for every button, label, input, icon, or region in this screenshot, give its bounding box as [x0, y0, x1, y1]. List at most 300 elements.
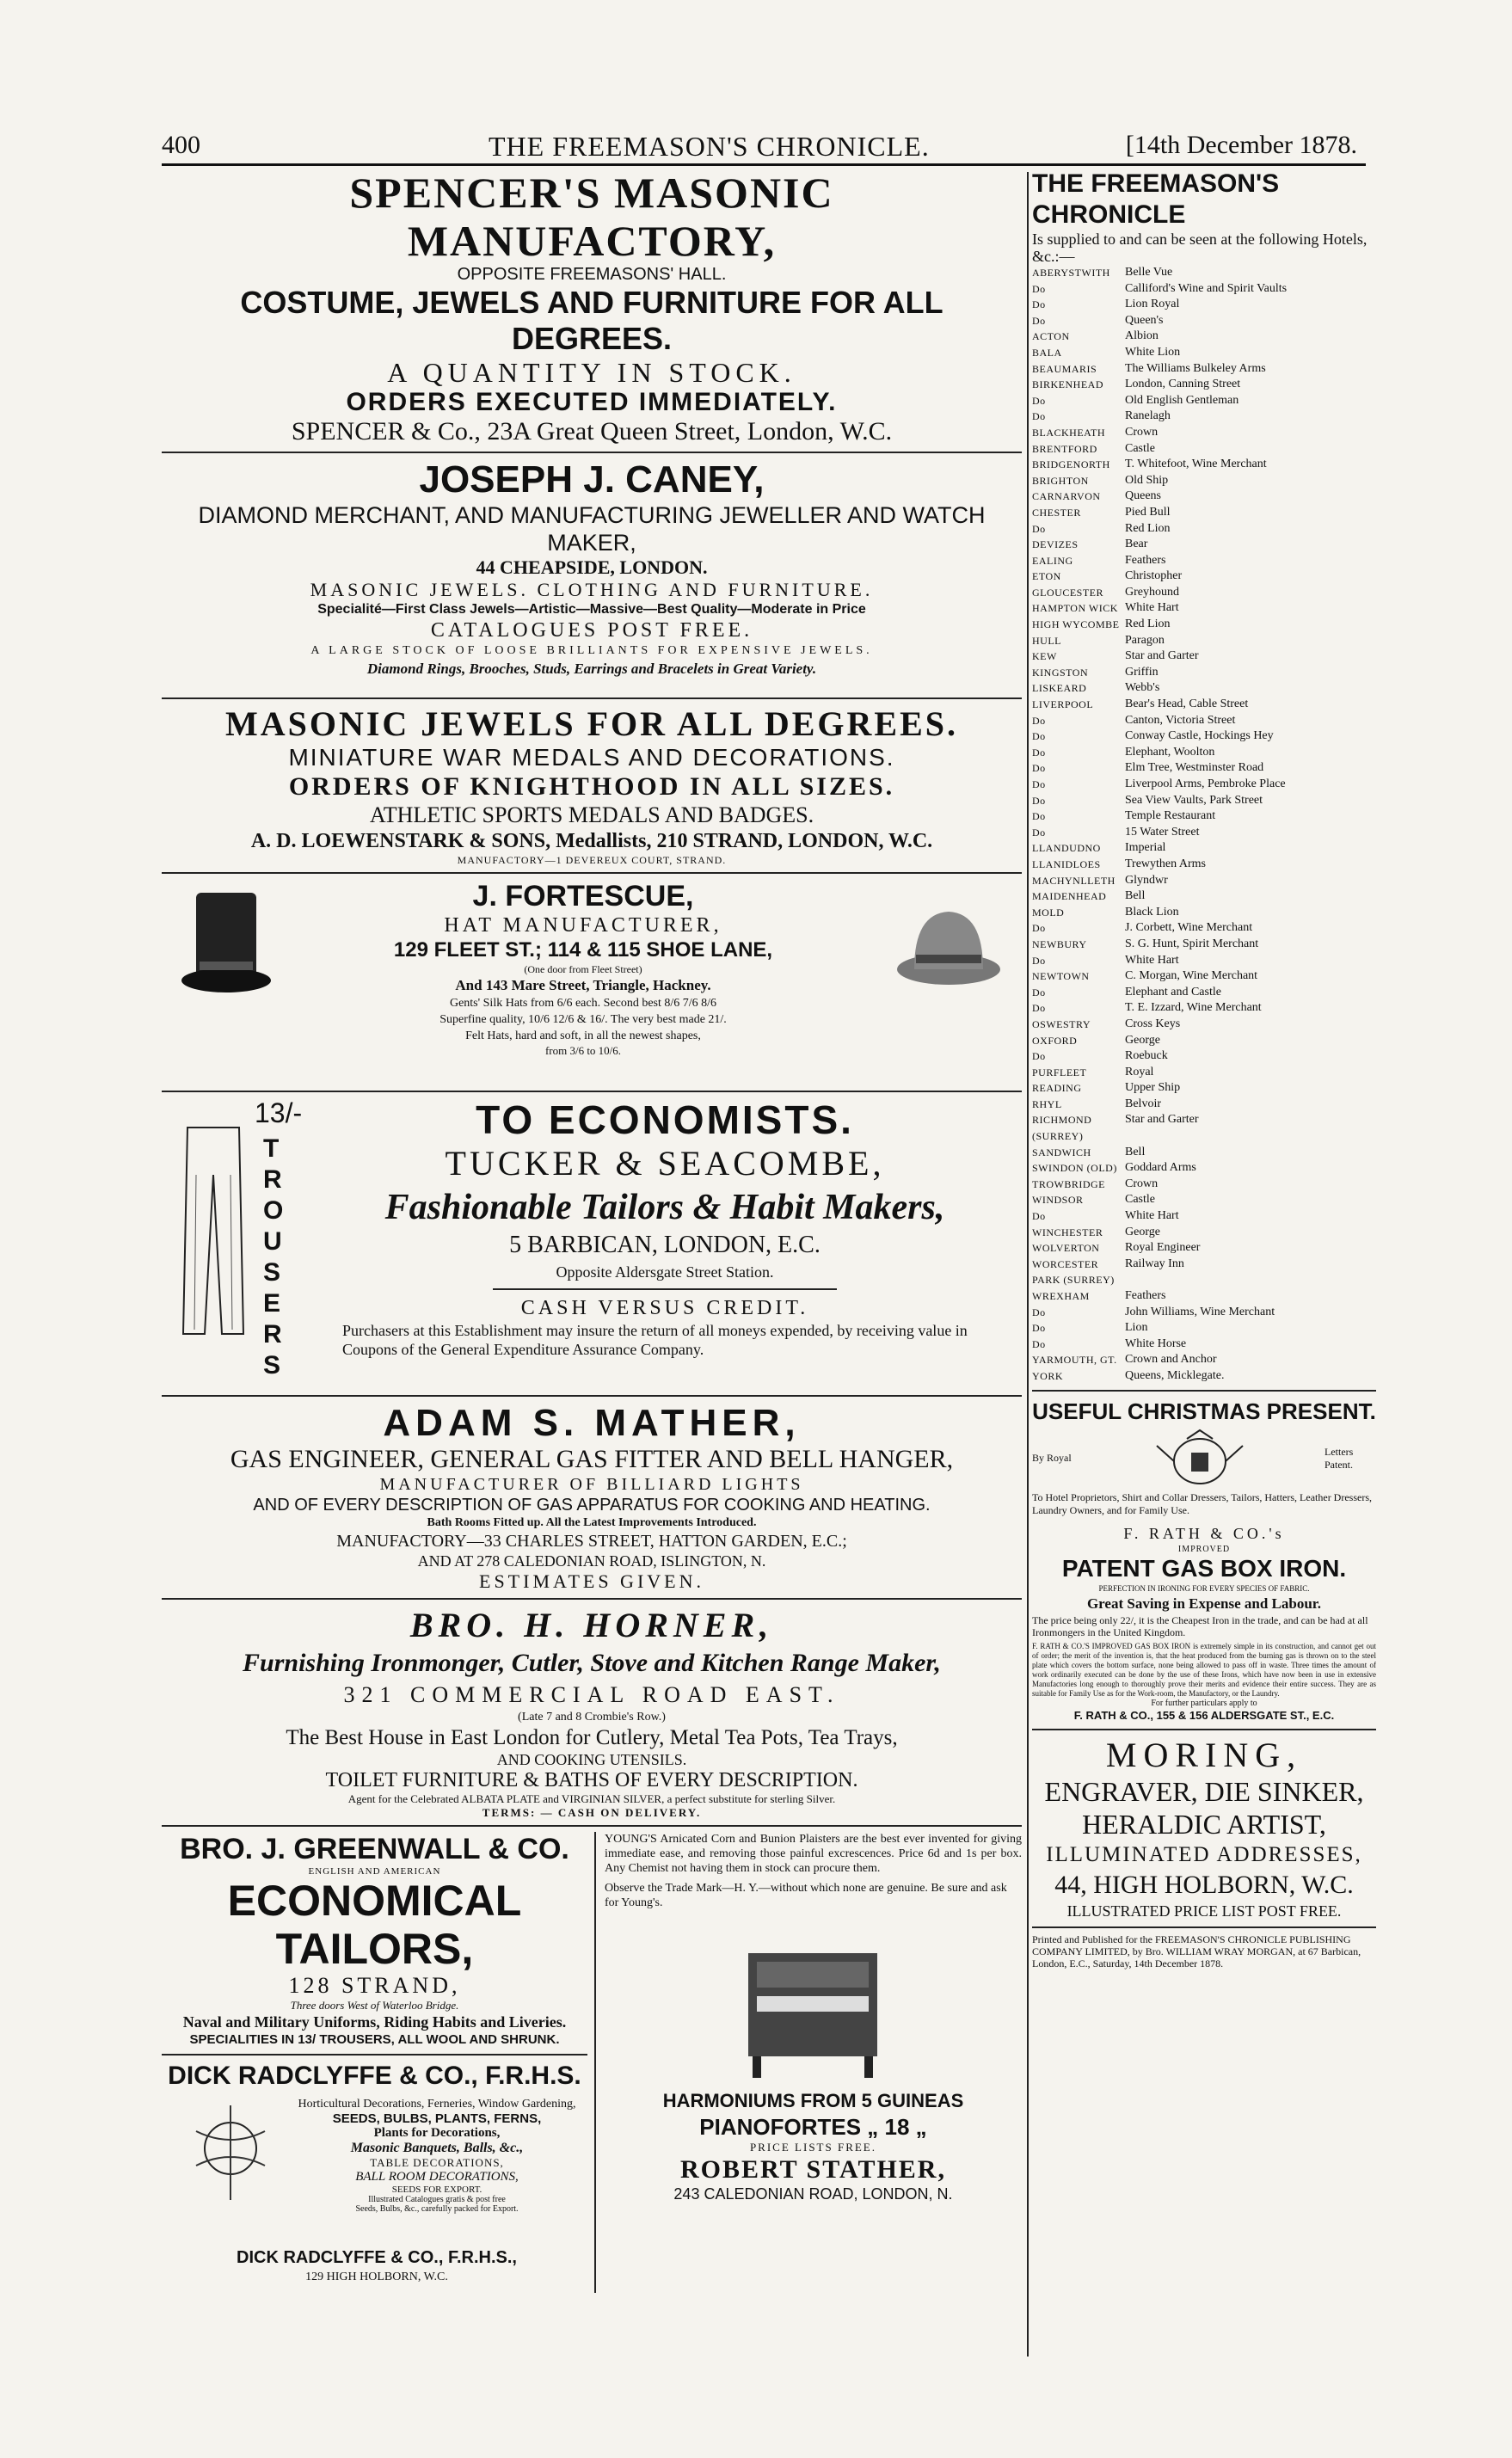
agent-row [1032, 1352, 1376, 1368]
agent-hotel: Royal [1125, 1065, 1154, 1078]
agents-list [1032, 265, 1376, 1385]
agent-town: PURFLEET [1032, 1066, 1087, 1078]
agent-hotel: Black Lion [1125, 905, 1179, 919]
radclyffe-line9: Seeds, Bulbs, &c., carefully packed for Export. [355, 2204, 519, 2214]
agent-hotel: J. Corbett, Wine Merchant [1125, 921, 1253, 935]
loewenstark-line2: ORDERS OF KNIGHTHOOD IN ALL SIZES. [288, 772, 895, 801]
agent-hotel: Castle [1125, 1193, 1155, 1207]
radclyffe-line6: BALL ROOM DECORATIONS, [355, 2170, 519, 2184]
agent-row [1032, 441, 1376, 458]
divider [162, 1598, 1022, 1600]
agent-hotel: Elephant and Castle [1125, 985, 1221, 999]
spencer-sub: OPPOSITE FREEMASONS' HALL. [457, 265, 727, 284]
agent-row [1032, 409, 1376, 425]
caney-line5: CATALOGUES POST FREE. [430, 619, 753, 642]
letter: E [263, 1289, 281, 1318]
mather-line3: AND OF EVERY DESCRIPTION OF GAS APPARATUS FOR COOKING AND HEATING. [253, 1496, 931, 1515]
radclyffe-line2: SEEDS, BULBS, PLANTS, FERNS, [332, 2111, 542, 2126]
agent-row [1032, 760, 1376, 777]
greenwall-big: ECONOMICAL TAILORS, [227, 1877, 522, 1973]
agent-town: ABERYSTWITH [1032, 267, 1110, 279]
agent-town: MOLD [1032, 906, 1065, 919]
loewenstark-title: MASONIC JEWELS FOR ALL DEGREES. [224, 704, 959, 743]
stather-line2: PIANOFORTES „ 18 „ [699, 2114, 927, 2140]
agent-town: NEWTOWN [1032, 970, 1090, 983]
radclyffe-line11: 129 HIGH HOLBORN, W.C. [305, 2271, 448, 2283]
caney-line1: DIAMOND MERCHANT, AND MANUFACTURING JEWELLER AND WATCH MAKER, [198, 502, 986, 556]
agent-town: Do [1032, 794, 1046, 807]
horner-ad [162, 1605, 1022, 1820]
agent-town: Do [1032, 1210, 1046, 1223]
youngs-text: YOUNG'S Arnicated Corn and Bunion Plaisters are the best ever invented for giving immediate ease, and removing those painful excrescences. Price 6d and 1s per box. Any Chemist not having them in stock can procure them. [604, 1833, 1022, 1875]
tucker-name: TUCKER & SEACOMBE, [445, 1144, 885, 1183]
agent-row [1032, 968, 1376, 985]
tucker-trade: Fashionable Tailors & Habit Makers, [384, 1188, 945, 1227]
agent-hotel: Calliford's Wine and Spirit Vaults [1125, 281, 1288, 295]
rath-perf: PERFECTION IN IRONING FOR EVERY SPECIES OF FABRIC. [1098, 1583, 1310, 1593]
agent-town: WOLVERTON [1032, 1242, 1100, 1255]
agent-town: YARMOUTH, GT. [1032, 1354, 1117, 1367]
harmonium-icon [735, 1936, 890, 2082]
stather-name: ROBERT STATHER, [679, 2155, 946, 2184]
caney-line7: Diamond Rings, Brooches, Studs, Earrings and Bracelets in Great Variety. [366, 661, 817, 677]
agent-town: MAIDENHEAD [1032, 890, 1107, 903]
greenwall-near: Three doors West of Waterloo Bridge. [290, 1999, 459, 2012]
agent-hotel: Queens, Micklegate. [1125, 1368, 1225, 1382]
agent-row [1032, 361, 1376, 378]
agent-town: Do [1032, 746, 1046, 759]
spencer-line1: COSTUME, JEWELS AND FURNITURE FOR ALL DEGREES. [240, 285, 943, 356]
radclyffe-line1: Horticultural Decorations, Ferneries, Window Gardening, [298, 2098, 576, 2111]
agent-row [1032, 297, 1376, 313]
royal-arms-icon [1148, 1429, 1251, 1489]
rath-title: USEFUL CHRISTMAS PRESENT. [1032, 1398, 1376, 1424]
agent-row [1032, 329, 1376, 345]
agent-row [1032, 1048, 1376, 1065]
spencer-line4: SPENCER & Co., 23A Great Queen Street, London, W.C. [291, 417, 893, 446]
agent-hotel: Elephant, Woolton [1125, 745, 1215, 759]
agent-hotel: Red Lion [1125, 521, 1171, 535]
agent-hotel: Pied Bull [1125, 505, 1171, 519]
rath-letters: Letters Patent. [1325, 1445, 1354, 1471]
agent-row [1032, 1160, 1376, 1177]
agent-town: Do [1032, 1306, 1046, 1318]
agent-town: LLANIDLOES [1032, 857, 1101, 870]
agent-town: HIGH WYCOMBE [1032, 618, 1120, 631]
agent-hotel: Lion Royal [1125, 298, 1180, 311]
agent-row [1032, 600, 1376, 617]
agent-town: BRENTFORD [1032, 442, 1097, 455]
agent-town: BRIGHTON [1032, 474, 1089, 487]
agent-row [1032, 585, 1376, 601]
agent-town: TROWBRIDGE [1032, 1177, 1105, 1190]
agent-town: BEAUMARIS [1032, 362, 1097, 375]
letter: S [263, 1258, 281, 1287]
loewenstark-line3: ATHLETIC SPORTS MEDALS AND BADGES. [369, 802, 814, 827]
newspaper-title: THE FREEMASON'S CHRONICLE. [489, 131, 930, 162]
agent-row [1032, 313, 1376, 329]
agent-row [1032, 648, 1376, 665]
left-column [162, 169, 1022, 2293]
agent-row [1032, 1337, 1376, 1353]
agent-hotel: White Horse [1125, 1337, 1187, 1350]
agent-town: KEW [1032, 650, 1057, 663]
top-hat-icon [179, 886, 274, 998]
agent-row [1032, 920, 1376, 937]
agent-hotel: John Williams, Wine Merchant [1125, 1305, 1275, 1318]
agent-row [1032, 537, 1376, 553]
caney-ad [162, 458, 1022, 679]
rath-ad [1032, 1397, 1376, 1724]
fortescue-line8: from 3/6 to 10/6. [544, 1044, 622, 1057]
moring-line1: ENGRAVER, DIE SINKER, [1044, 1775, 1364, 1807]
divider [162, 2054, 587, 2056]
agent-hotel: Paragon [1125, 633, 1165, 647]
agent-town: NEWBURY [1032, 937, 1087, 950]
tucker-ad [162, 1097, 1022, 1390]
agent-town: CHESTER [1032, 506, 1081, 519]
agent-town: SANDWICH [1032, 1146, 1091, 1158]
agent-town: LIVERPOOL [1032, 698, 1094, 711]
agent-hotel: Royal Engineer [1125, 1241, 1201, 1255]
imprint: Printed and Published for the FREEMASON'S CHRONICLE PUBLISHING COMPANY LIMITED, by Bro. WILLIAM WRAY MORGAN, at 67 Barbican, London, E.C., Saturday, 14th December 1878. [1032, 1933, 1361, 1969]
trousers-letters [263, 1134, 298, 1381]
fortescue-line5: Gents' Silk Hats from 6/6 each. Second best 8/6 7/6 8/6 [449, 997, 717, 1010]
agent-row [1032, 505, 1376, 521]
agent-hotel: The Williams Bulkeley Arms [1125, 361, 1266, 375]
rath-saving: Great Saving in Expense and Labour. [1086, 1595, 1322, 1612]
agent-hotel: S. G. Hunt, Spirit Merchant [1125, 937, 1259, 950]
agent-town: Do [1032, 954, 1046, 967]
agent-row [1032, 281, 1376, 298]
agent-hotel: Canton, Victoria Street [1125, 713, 1236, 727]
agent-hotel: Belvoir [1125, 1097, 1161, 1110]
agent-hotel: George [1125, 1225, 1160, 1238]
page-number: 400 [162, 131, 200, 159]
agent-row [1032, 425, 1376, 441]
moring-line2: HERALDIC ARTIST, [1082, 1808, 1326, 1840]
rath-further: For further particulars apply to [1151, 1698, 1257, 1708]
agent-hotel: Star and Garter [1125, 649, 1199, 663]
agent-hotel: 15 Water Street [1125, 825, 1200, 839]
agent-town: WREXHAM [1032, 1290, 1090, 1302]
agent-hotel: T. E. Izzard, Wine Merchant [1125, 1001, 1262, 1015]
agent-town: Do [1032, 522, 1046, 535]
agent-town: HULL [1032, 634, 1061, 647]
greenwall-line2: SPECIALITIES IN 13/ TROUSERS, ALL WOOL AND SHRUNK. [189, 2032, 560, 2047]
agent-hotel: Greyhound [1125, 585, 1179, 599]
agent-town: EALING [1032, 554, 1073, 567]
agent-hotel: George [1125, 1033, 1160, 1047]
radclyffe-line7: SEEDS FOR EXPORT. [391, 2185, 482, 2195]
agent-town: OSWESTRY [1032, 1017, 1091, 1030]
agent-town: Do [1032, 282, 1046, 295]
agent-hotel: Imperial [1125, 841, 1166, 855]
agent-row [1032, 793, 1376, 809]
agent-town: DEVIZES [1032, 538, 1079, 551]
agent-town: Do [1032, 410, 1046, 423]
loewenstark-ad [162, 704, 1022, 867]
agent-hotel: Glyndwr [1125, 873, 1168, 887]
bottom-right-block [596, 1832, 1022, 2293]
radclyffe-title: DICK RADCLYFFE & CO., F.R.H.S. [168, 2062, 581, 2090]
mather-line5: MANUFACTORY—33 CHARLES STREET, HATTON GARDEN, E.C.; [336, 1532, 847, 1551]
agent-hotel: Bell [1125, 889, 1146, 903]
agent-town: Do [1032, 394, 1046, 407]
agent-town: ETON [1032, 570, 1061, 583]
agent-row [1032, 1368, 1376, 1385]
agent-town: BLACKHEATH [1032, 426, 1105, 439]
right-column [1032, 169, 1376, 1969]
agent-town: Do [1032, 1337, 1046, 1350]
agent-hotel: Webb's [1125, 681, 1160, 695]
divider [162, 697, 1022, 699]
agent-row [1032, 1240, 1376, 1257]
bottom-ads [162, 1832, 1022, 2293]
divider [162, 1825, 1022, 1827]
spencer-line3: ORDERS EXECUTED IMMEDIATELY. [346, 388, 838, 416]
agent-town: KINGSTON [1032, 666, 1089, 679]
agent-row [1032, 345, 1376, 361]
agent-row [1032, 377, 1376, 393]
fortescue-ad [162, 879, 1022, 1085]
agent-row [1032, 1000, 1376, 1017]
horner-line5: AND COOKING UTENSILS. [496, 1751, 687, 1768]
agent-row [1032, 1112, 1376, 1144]
agent-hotel: Star and Garter [1125, 1113, 1199, 1127]
caney-title: JOSEPH J. CANEY, [419, 458, 765, 501]
moring-line3: ILLUMINATED ADDRESSES, [1046, 1842, 1362, 1866]
horner-line4: The Best House in East London for Cutlery, Metal Tea Pots, Tea Trays, [286, 1726, 898, 1749]
agent-town: Do [1032, 922, 1046, 935]
agent-row [1032, 568, 1376, 585]
agent-town: Do [1032, 762, 1046, 775]
tucker-opposite: Opposite Aldersgate Street Station. [556, 1263, 774, 1281]
divider [162, 1395, 1022, 1397]
agent-hotel: Roebuck [1125, 1049, 1168, 1063]
agent-row [1032, 1192, 1376, 1208]
agent-row [1032, 1033, 1376, 1049]
agent-hotel: White Hart [1125, 601, 1179, 615]
agent-row [1032, 985, 1376, 1001]
agent-town: GLOUCESTER [1032, 586, 1103, 599]
agent-hotel: Bear's Head, Cable Street [1125, 697, 1249, 711]
agent-row [1032, 1225, 1376, 1241]
agent-row [1032, 953, 1376, 969]
agent-town: BRIDGENORTH [1032, 458, 1110, 471]
agent-row [1032, 617, 1376, 633]
tucker-cash: CASH VERSUS CREDIT. [520, 1297, 809, 1319]
agent-town: ACTON [1032, 330, 1070, 343]
agent-hotel: London, Canning Street [1125, 378, 1241, 391]
horner-line1: Furnishing Ironmonger, Cutler, Stove and Kitchen Range Maker, [243, 1649, 941, 1677]
agent-row [1032, 633, 1376, 649]
rath-product: PATENT GAS BOX IRON. [1061, 1554, 1347, 1582]
agent-row [1032, 905, 1376, 921]
agent-row [1032, 697, 1376, 713]
agent-row [1032, 1017, 1376, 1033]
agent-town: MACHYNLLETH [1032, 874, 1116, 887]
loewenstark-line4: A. D. LOEWENSTARK & SONS, Medallists, 210 STRAND, LONDON, W.C. [250, 830, 933, 852]
fortescue-title: J. FORTESCUE, [472, 880, 694, 913]
fortescue-line3: (One door from Fleet Street) [524, 963, 642, 975]
agent-town: OXFORD [1032, 1034, 1078, 1047]
agent-row [1032, 713, 1376, 729]
agent-town: Do [1032, 714, 1046, 727]
rath-price: The price being only 22/, it is the Cheapest Iron in the trade, and can be had at all Ironmongers in the United Kingdom. [1032, 1613, 1368, 1638]
agent-row [1032, 1305, 1376, 1321]
agent-row [1032, 937, 1376, 953]
issue-date: [14th December 1878. [1125, 131, 1357, 159]
agent-hotel: Temple Restaurant [1125, 809, 1216, 823]
greenwall-ad [162, 1832, 587, 2049]
fern-emblem-icon [179, 2097, 282, 2209]
agent-row [1032, 840, 1376, 857]
agent-hotel: Upper Ship [1125, 1081, 1181, 1095]
agent-hotel: Feathers [1125, 553, 1166, 567]
radclyffe-line4: Masonic Banquets, Balls, &c., [350, 2141, 524, 2155]
radclyffe-line3: Plants for Decorations, [373, 2126, 501, 2140]
agent-hotel: Crown and Anchor [1125, 1353, 1217, 1367]
mather-line4: Bath Rooms Fitted up. All the Latest Improvements Introduced. [427, 1516, 757, 1529]
agent-town: Do [1032, 826, 1046, 839]
horner-line6: TOILET FURNITURE & BATHS OF EVERY DESCRIPTION. [325, 1769, 858, 1791]
agent-hotel: Feathers [1125, 1289, 1166, 1302]
mather-line6: AND AT 278 CALEDONIAN ROAD, ISLINGTON, N. [417, 1552, 766, 1570]
loewenstark-line1: MINIATURE WAR MEDALS AND DECORATIONS. [288, 744, 895, 771]
agent-row [1032, 553, 1376, 569]
agent-town: CARNARVON [1032, 490, 1101, 503]
agent-town: YORK [1032, 1369, 1064, 1382]
agent-row [1032, 1320, 1376, 1337]
agent-row [1032, 1097, 1376, 1113]
youngs-ad [605, 1832, 1022, 1910]
agent-row [1032, 457, 1376, 473]
agent-hotel: Old Ship [1125, 473, 1169, 487]
agent-row [1032, 777, 1376, 793]
agent-hotel: C. Morgan, Wine Merchant [1125, 969, 1258, 983]
agent-hotel: Sea View Vaults, Park Street [1125, 793, 1263, 807]
agent-town: Do [1032, 986, 1046, 999]
divider [162, 1091, 1022, 1092]
agent-hotel: Bell [1125, 1145, 1146, 1158]
tucker-address: 5 BARBICAN, LONDON, E.C. [509, 1232, 821, 1258]
agent-row [1032, 825, 1376, 841]
agent-row [1032, 1080, 1376, 1097]
fortescue-line6: Superfine quality, 10/6 12/6 & 16/. The very best made 21/. [439, 1013, 727, 1026]
agent-hotel: Cross Keys [1125, 1017, 1181, 1030]
rath-to: To Hotel Proprietors, Shirt and Collar Dressers, Tailors, Hatters, Leather Dressers, Laundry Owners, and for Family Use. [1032, 1490, 1373, 1516]
agent-hotel: T. Whitefoot, Wine Merchant [1125, 458, 1267, 471]
trousers-icon [179, 1123, 248, 1338]
spencer-title: SPENCER'S MASONIC MANUFACTORY, [349, 169, 834, 265]
agent-hotel: Conway Castle, Hockings Hey [1125, 729, 1274, 743]
mather-title: ADAM S. MATHER, [383, 1402, 801, 1444]
agent-row [1032, 888, 1376, 905]
fortescue-line4: And 143 Mare Street, Triangle, Hackney. [455, 977, 711, 993]
agent-town: RHYL [1032, 1097, 1062, 1110]
divider [162, 452, 1022, 453]
agent-hotel: Lion [1125, 1321, 1148, 1335]
agent-row [1032, 521, 1376, 538]
letter: T [263, 1134, 280, 1163]
greenwall-title: BRO. J. GREENWALL & CO. [180, 1833, 569, 1865]
agent-town: Do [1032, 730, 1046, 743]
youngs-text2: Observe the Trade Mark—H. Y.—without which none are genuine. Be sure and ask for Young's. [604, 1882, 1007, 1909]
agent-town: Do [1032, 810, 1046, 823]
fortescue-line7: Felt Hats, hard and soft, in all the newest shapes, [465, 1029, 701, 1042]
moring-line5: ILLUSTRATED PRICE LIST POST FREE. [1066, 1902, 1342, 1920]
agent-hotel: Queens [1125, 489, 1161, 503]
rath-address: F. RATH & CO., 155 & 156 ALDERSGATE ST., E.C. [1073, 1708, 1335, 1722]
mather-line2: MANUFACTURER OF BILLIARD LIGHTS [379, 1475, 804, 1494]
agent-hotel: Elm Tree, Westminster Road [1125, 761, 1264, 775]
stather-ad [605, 2089, 1022, 2203]
letter: R [263, 1320, 282, 1349]
agent-hotel: Bear [1125, 538, 1148, 551]
agent-hotel: White Lion [1125, 345, 1181, 359]
agent-row [1032, 489, 1376, 505]
radclyffe-line10: DICK RADCLYFFE & CO., F.R.H.S., [237, 2248, 517, 2267]
rath-improved: IMPROVED [1177, 1544, 1231, 1554]
agent-row [1032, 745, 1376, 761]
agent-town: Do [1032, 778, 1046, 790]
agent-row [1032, 1065, 1376, 1081]
radclyffe-ad [162, 2061, 587, 2293]
agent-row [1032, 1208, 1376, 1225]
agent-hotel: Crown [1125, 1177, 1159, 1190]
trousers-price: 13/- [255, 1097, 303, 1128]
agent-hotel: Queen's [1125, 313, 1164, 327]
agent-row [1032, 808, 1376, 825]
radclyffe-line5: TABLE DECORATIONS, [370, 2156, 504, 2169]
caney-line4: Specialité—First Class Jewels—Artistic—Massive—Best Quality—Moderate in Price [317, 602, 866, 617]
agent-row [1032, 680, 1376, 697]
agent-town: HAMPTON WICK [1032, 602, 1118, 615]
agent-row [1032, 473, 1376, 489]
fortescue-line1: HAT MANUFACTURER, [444, 914, 722, 937]
page-header [162, 127, 1366, 166]
radclyffe-line8: Illustrated Catalogues gratis & post free [368, 2195, 506, 2204]
agent-row [1032, 265, 1376, 281]
greenwall-line1: Naval and Military Uniforms, Riding Habits and Liveries. [182, 2013, 567, 2031]
agent-row [1032, 728, 1376, 745]
divider [1032, 1926, 1376, 1928]
divider [1032, 1390, 1376, 1392]
agent-row [1032, 1177, 1376, 1193]
agent-hotel: White Hart [1125, 1209, 1179, 1223]
stather-line3: PRICE LISTS FREE. [749, 2141, 876, 2154]
greenwall-sub: ENGLISH AND AMERICAN [308, 1866, 441, 1877]
agent-hotel: Goddard Arms [1125, 1161, 1196, 1175]
moring-line4: 44, HIGH HOLBORN, W.C. [1054, 1870, 1354, 1899]
agent-hotel: Castle [1125, 441, 1155, 455]
agent-town: Do [1032, 298, 1046, 311]
letter: U [263, 1227, 282, 1256]
letter: S [263, 1351, 281, 1380]
moring-ad [1032, 1736, 1376, 1921]
agent-row [1032, 1145, 1376, 1161]
agent-town: Do [1032, 1002, 1046, 1015]
agent-hotel: Trewythen Arms [1125, 857, 1206, 870]
horner-line8: TERMS: — CASH ON DELIVERY. [482, 1806, 702, 1819]
loewenstark-line5: MANUFACTORY—1 DEVEREUX COURT, STRAND. [457, 854, 727, 866]
moring-name: MORING, [1105, 1735, 1303, 1774]
divider [493, 1288, 837, 1290]
divider [162, 872, 1022, 874]
stather-line1: HARMONIUMS FROM 5 GUINEAS [662, 2090, 964, 2111]
rath-desc: F. RATH & CO.'S IMPROVED GAS BOX IRON is extremely simple in its construction, and cannot get out of order; the merit of the invention is, that the heat produced from the burning gas is thrown on to the steel plate which covers the bottom surface, none being allowed to pass off in waste. Three times the amount of work ordinarily executed can be done by the use of these Irons, which have now been in use in extensive Manufactories long enough to thoroughly prove their merits and evidence their entire success. They are as suitable for Family Use as for the Work-room, the Manufactory, or the Laundry. [1032, 1641, 1376, 1698]
